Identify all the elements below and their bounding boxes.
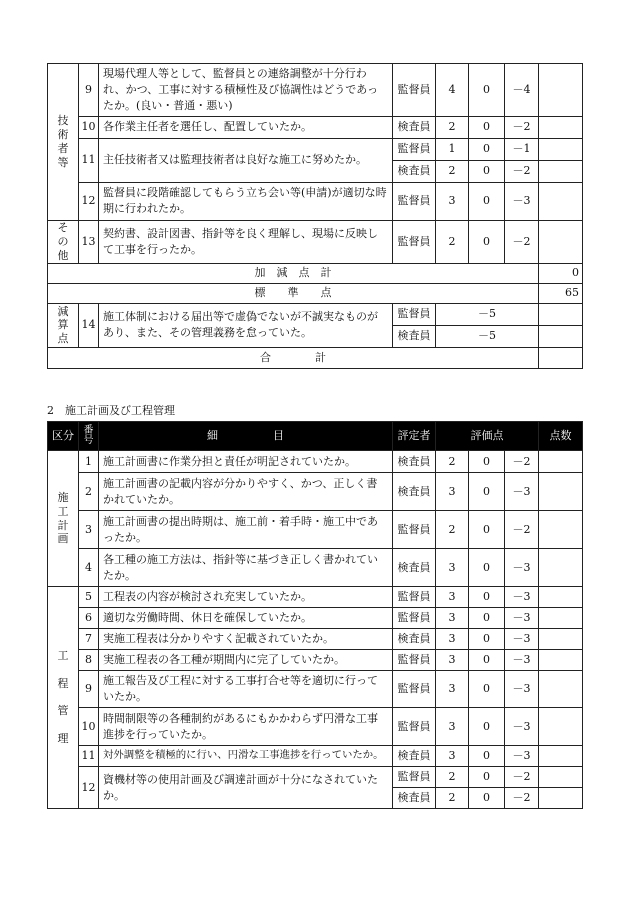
subtotal-row — [48, 263, 583, 283]
deduction-value: －5 — [436, 325, 539, 347]
score-cell — [539, 511, 583, 549]
header-bango: 番 号 — [79, 422, 99, 451]
score-max: 2 — [436, 788, 469, 809]
item-text: 対外調整を積極的に行い、円滑な工事進捗を行っていたか。 — [99, 746, 393, 767]
score-min: －3 — [505, 182, 539, 220]
item-text: 施工計画書の記載内容が分かりやすく、かつ、正しく書かれていたか。 — [99, 473, 393, 511]
item-number: 12 — [79, 182, 99, 220]
header-saimoku: 細 目 — [99, 422, 393, 451]
evaluator: 検査員 — [393, 451, 436, 473]
total-value — [539, 347, 583, 368]
table-row — [48, 473, 583, 511]
score-min: －3 — [505, 746, 539, 767]
evaluator: 監督員 — [393, 671, 436, 708]
table-row — [48, 708, 583, 746]
score-cell — [539, 473, 583, 511]
score-mid: 0 — [469, 160, 505, 182]
score-cell — [539, 767, 583, 788]
evaluator: 監督員 — [393, 182, 436, 220]
score-min: －2 — [505, 511, 539, 549]
score-max: 3 — [436, 182, 469, 220]
item-number: 11 — [79, 138, 99, 182]
score-max: 3 — [436, 746, 469, 767]
evaluator: 監督員 — [393, 608, 436, 629]
item-number: 13 — [79, 220, 99, 263]
item-text: 監督員に段階確認してもらう立ち会い等(申請)が適切な時期に行われたか。 — [99, 182, 393, 220]
score-cell — [539, 64, 583, 117]
item-number: 6 — [79, 608, 99, 629]
evaluator: 監督員 — [393, 220, 436, 263]
score-cell — [539, 220, 583, 263]
score-min: －2 — [505, 788, 539, 809]
score-cell — [539, 549, 583, 587]
score-min: －3 — [505, 549, 539, 587]
score-min: －3 — [505, 708, 539, 746]
score-max: 2 — [436, 511, 469, 549]
item-text: 実施工程表の各工種が期間内に完了していたか。 — [99, 650, 393, 671]
score-cell — [539, 325, 583, 347]
item-number: 12 — [79, 767, 99, 809]
score-min: －2 — [505, 220, 539, 263]
item-text: 施工報告及び工程に対する工事打合せ等を適切に行っていたか。 — [99, 671, 393, 708]
score-mid: 0 — [469, 746, 505, 767]
table-header — [48, 422, 583, 451]
table-row — [48, 138, 583, 160]
score-max: 3 — [436, 650, 469, 671]
score-mid: 0 — [469, 116, 505, 138]
score-cell — [539, 138, 583, 160]
score-max: 2 — [436, 767, 469, 788]
score-cell — [539, 650, 583, 671]
evaluator: 監督員 — [393, 767, 436, 788]
header-tensu: 点数 — [539, 422, 583, 451]
score-cell — [539, 303, 583, 325]
table-row — [48, 511, 583, 549]
score-max: 2 — [436, 220, 469, 263]
table-row — [48, 549, 583, 587]
evaluator: 検査員 — [393, 746, 436, 767]
category-kotei: 工 程 管 理 — [48, 587, 79, 809]
score-cell — [539, 746, 583, 767]
deduction-value: －5 — [436, 303, 539, 325]
category-seko: 施 工 計 画 — [48, 451, 79, 587]
item-text: 資機材等の使用計画及び調達計画が十分になされていたか。 — [99, 767, 393, 809]
item-text: 適切な労働時間、休日を確保していたか。 — [99, 608, 393, 629]
evaluator: 監督員 — [393, 303, 436, 325]
score-mid: 0 — [469, 182, 505, 220]
standard-row — [48, 283, 583, 303]
score-cell — [539, 451, 583, 473]
score-max: 1 — [436, 138, 469, 160]
header-hyoteisha: 評定者 — [393, 422, 436, 451]
item-number: 2 — [79, 473, 99, 511]
evaluator: 検査員 — [393, 788, 436, 809]
evaluator: 監督員 — [393, 138, 436, 160]
score-mid: 0 — [469, 549, 505, 587]
score-max: 3 — [436, 671, 469, 708]
score-max: 3 — [436, 629, 469, 650]
evaluator: 検査員 — [393, 473, 436, 511]
score-max: 3 — [436, 708, 469, 746]
score-mid: 0 — [469, 511, 505, 549]
item-text: 施工体制における届出等で虚偽でないが不誠実なものがあり、また、その管理義務を怠っていた。 — [99, 303, 393, 347]
score-mid: 0 — [469, 671, 505, 708]
item-text: 実施工程表は分かりやすく記載されていたか。 — [99, 629, 393, 650]
item-text: 主任技術者又は監理技術者は良好な施工に努めたか。 — [99, 138, 393, 182]
item-number: 10 — [79, 708, 99, 746]
score-cell — [539, 182, 583, 220]
score-cell — [539, 608, 583, 629]
score-mid: 0 — [469, 629, 505, 650]
score-max: 2 — [436, 451, 469, 473]
score-cell — [539, 708, 583, 746]
table-row — [48, 650, 583, 671]
score-max: 3 — [436, 608, 469, 629]
item-number: 10 — [79, 116, 99, 138]
score-cell — [539, 116, 583, 138]
score-min: －3 — [505, 608, 539, 629]
evaluator: 検査員 — [393, 629, 436, 650]
total-label: 合 計 — [48, 347, 539, 368]
item-number: 9 — [79, 64, 99, 117]
score-cell — [539, 671, 583, 708]
score-max: 3 — [436, 473, 469, 511]
score-max: 4 — [436, 64, 469, 117]
score-min: －3 — [505, 587, 539, 608]
evaluator: 監督員 — [393, 650, 436, 671]
item-text: 施工計画書に作業分担と責任が明記されていたか。 — [99, 451, 393, 473]
score-max: 2 — [436, 116, 469, 138]
item-number: 3 — [79, 511, 99, 549]
score-mid: 0 — [469, 220, 505, 263]
table-row — [48, 671, 583, 708]
item-number: 8 — [79, 650, 99, 671]
item-text: 各工種の施工方法は、指針等に基づき正しく書かれていたか。 — [99, 549, 393, 587]
item-number: 9 — [79, 671, 99, 708]
score-min: －3 — [505, 671, 539, 708]
evaluator: 検査員 — [393, 325, 436, 347]
table-row — [48, 451, 583, 473]
table-row — [48, 608, 583, 629]
category-gijutsusha: 技 術 者 等 — [48, 64, 79, 221]
evaluation-table-part1 — [47, 63, 583, 369]
table-row — [48, 629, 583, 650]
item-number: 14 — [79, 303, 99, 347]
score-mid: 0 — [469, 473, 505, 511]
score-min: －2 — [505, 451, 539, 473]
table-row — [48, 182, 583, 220]
item-text: 時間制限等の各種制約があるにもかかわらず円滑な工事進捗を行っていたか。 — [99, 708, 393, 746]
table-row — [48, 746, 583, 767]
score-min: －2 — [505, 767, 539, 788]
score-mid: 0 — [469, 138, 505, 160]
table-row — [48, 767, 583, 788]
score-min: －3 — [505, 473, 539, 511]
score-cell — [539, 629, 583, 650]
kagen-value: 0 — [539, 263, 583, 283]
evaluator: 検査員 — [393, 549, 436, 587]
total-row — [48, 347, 583, 368]
score-mid: 0 — [469, 608, 505, 629]
item-text: 施工計画書の提出時期は、施工前・着手時・施工中であったか。 — [99, 511, 393, 549]
evaluator: 検査員 — [393, 116, 436, 138]
table-row — [48, 116, 583, 138]
score-max: 3 — [436, 587, 469, 608]
item-text: 現場代理人等として、監督員との連絡調整が十分行われ、かつ、工事に対する積極性及び協調性はどうであったか。(良い・普通・悪い) — [99, 64, 393, 117]
score-mid: 0 — [469, 451, 505, 473]
evaluator: 監督員 — [393, 511, 436, 549]
table-row — [48, 220, 583, 263]
item-number: 7 — [79, 629, 99, 650]
table-row — [48, 587, 583, 608]
category-sonota: そ の 他 — [48, 220, 79, 263]
evaluator: 監督員 — [393, 708, 436, 746]
evaluator: 監督員 — [393, 64, 436, 117]
score-max: 2 — [436, 160, 469, 182]
evaluation-table-part2 — [47, 421, 583, 809]
item-number: 11 — [79, 746, 99, 767]
score-cell — [539, 788, 583, 809]
kagen-label: 加 減 点 計 — [48, 263, 539, 283]
hyojun-label: 標 準 点 — [48, 283, 539, 303]
hyojun-value: 65 — [539, 283, 583, 303]
score-mid: 0 — [469, 64, 505, 117]
score-cell — [539, 587, 583, 608]
score-min: －3 — [505, 629, 539, 650]
score-mid: 0 — [469, 788, 505, 809]
score-min: －2 — [505, 160, 539, 182]
score-mid: 0 — [469, 587, 505, 608]
item-text: 契約書、設計図書、指針等を良く理解し、現場に反映して工事を行ったか。 — [99, 220, 393, 263]
score-mid: 0 — [469, 767, 505, 788]
item-number: 5 — [79, 587, 99, 608]
score-min: －3 — [505, 650, 539, 671]
score-max: 3 — [436, 549, 469, 587]
score-cell — [539, 160, 583, 182]
score-min: －2 — [505, 116, 539, 138]
score-mid: 0 — [469, 650, 505, 671]
item-text: 工程表の内容が検討され充実していたか。 — [99, 587, 393, 608]
item-number: 4 — [79, 549, 99, 587]
evaluator: 検査員 — [393, 160, 436, 182]
score-min: －1 — [505, 138, 539, 160]
score-min: －4 — [505, 64, 539, 117]
item-number: 1 — [79, 451, 99, 473]
score-mid: 0 — [469, 708, 505, 746]
table-row — [48, 64, 583, 117]
evaluator: 監督員 — [393, 587, 436, 608]
category-genzan: 減 算 点 — [48, 303, 79, 347]
header-hyokaten: 評価点 — [436, 422, 539, 451]
header-kubun: 区分 — [48, 422, 79, 451]
section-title: 2 施工計画及び工程管理 — [47, 404, 175, 417]
item-text: 各作業主任者を選任し、配置していたか。 — [99, 116, 393, 138]
table-row — [48, 303, 583, 325]
